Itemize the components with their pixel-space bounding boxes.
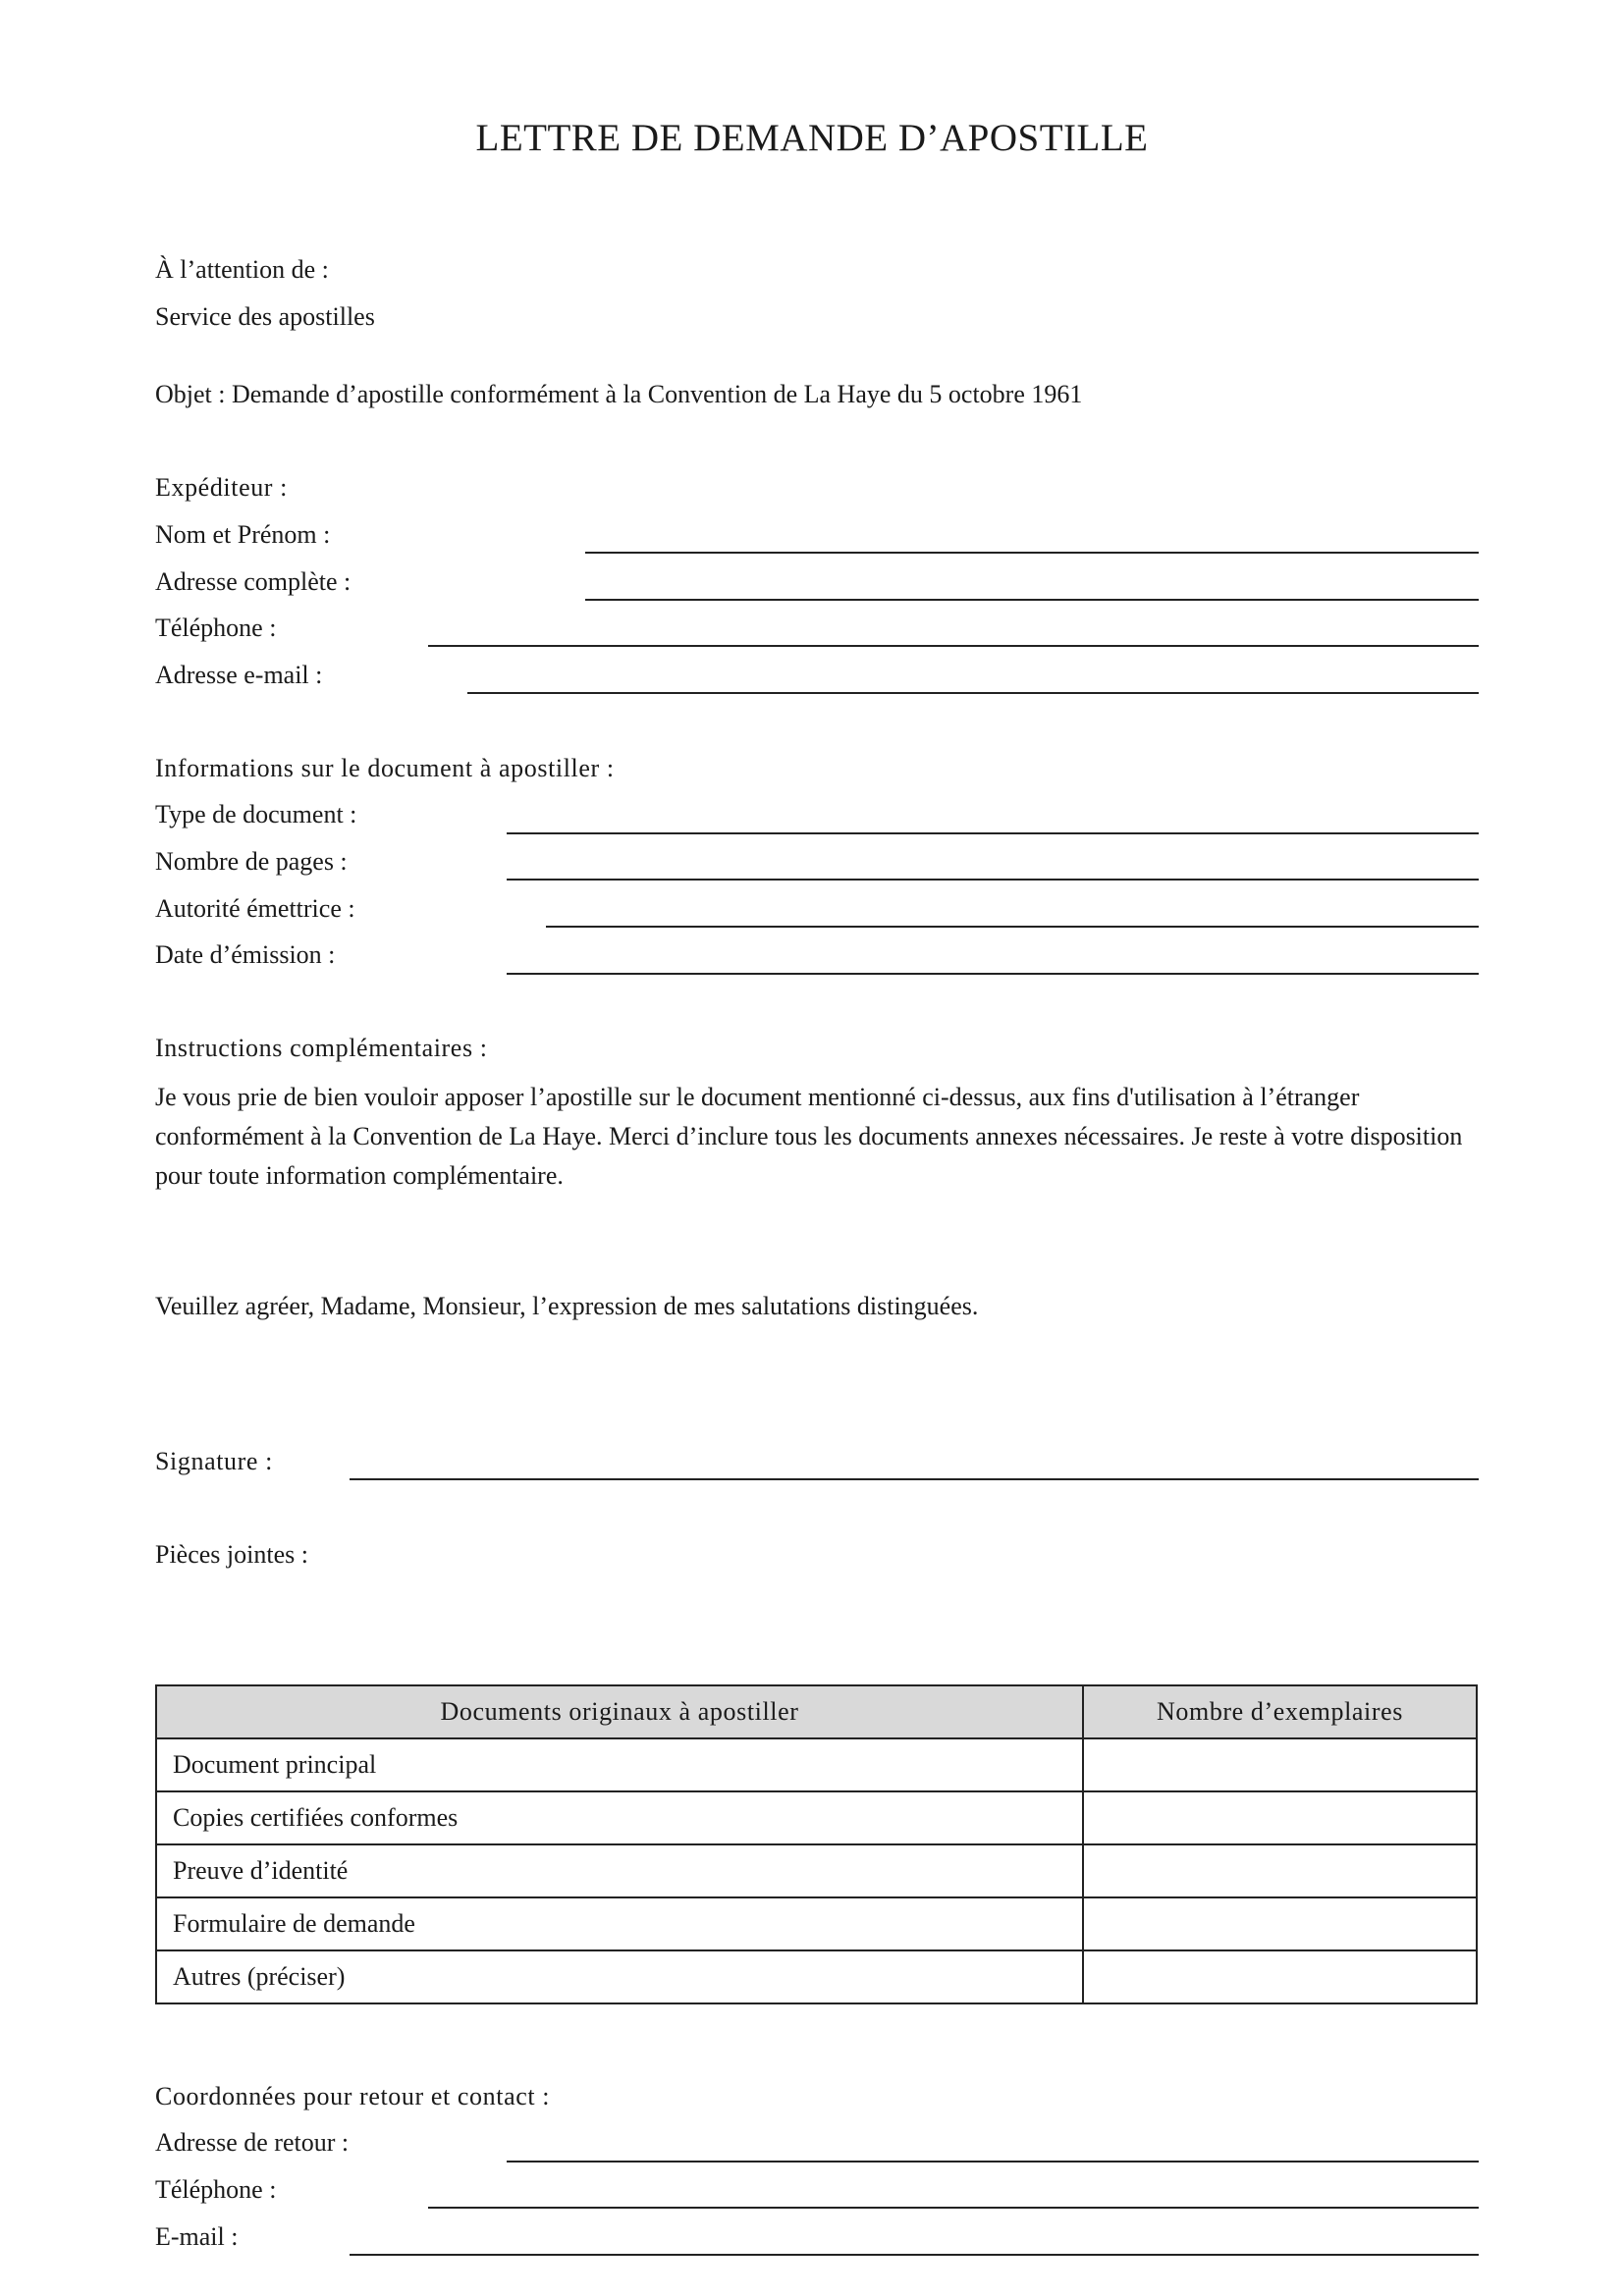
table-cell-count[interactable] xyxy=(1083,1844,1477,1897)
instructions-heading: Instructions complémentaires : xyxy=(155,1034,488,1062)
recipient-name: Service des apostilles xyxy=(155,302,375,331)
table-cell-document: Preuve d’identité xyxy=(156,1844,1083,1897)
sender-name-label: Nom et Prénom : xyxy=(155,520,331,549)
page-title: LETTRE DE DEMANDE D’APOSTILLE xyxy=(475,117,1149,159)
issuing-authority-label: Autorité émettrice : xyxy=(155,894,355,923)
signature-label: Signature : xyxy=(155,1447,273,1475)
sender-heading: Expéditeur : xyxy=(155,473,288,502)
attachments-table xyxy=(155,1684,1478,2004)
table-header-copies: Nombre d’exemplaires xyxy=(1083,1685,1477,1738)
sender-email-label: Adresse e-mail : xyxy=(155,661,323,689)
table-row xyxy=(156,1791,1477,1844)
return-phone-field[interactable] xyxy=(428,2207,1479,2209)
table-row xyxy=(156,1844,1477,1897)
table-cell-count[interactable] xyxy=(1083,1791,1477,1844)
table-row xyxy=(156,1950,1477,2003)
return-email-field[interactable] xyxy=(350,2254,1479,2256)
table-cell-count[interactable] xyxy=(1083,1950,1477,2003)
sender-address-label: Adresse complète : xyxy=(155,567,352,596)
table-cell-document: Formulaire de demande xyxy=(156,1897,1083,1950)
table-cell-document: Copies certifiées conformes xyxy=(156,1791,1083,1844)
closing-formula: Veuillez agréer, Madame, Monsieur, l’expression de mes salutations distinguées. xyxy=(155,1292,979,1320)
table-cell-document: Autres (préciser) xyxy=(156,1950,1083,2003)
page-count-label: Nombre de pages : xyxy=(155,847,348,876)
signature-field[interactable] xyxy=(350,1478,1479,1480)
sender-phone-field[interactable] xyxy=(428,645,1479,647)
sender-phone-label: Téléphone : xyxy=(155,614,277,642)
table-header-documents: Documents originaux à apostiller xyxy=(156,1685,1083,1738)
return-email-label: E-mail : xyxy=(155,2222,239,2251)
return-phone-label: Téléphone : xyxy=(155,2175,277,2204)
issuing-authority-field[interactable] xyxy=(546,926,1479,928)
return-address-field[interactable] xyxy=(507,2161,1479,2163)
issue-date-label: Date d’émission : xyxy=(155,940,336,969)
sender-email-field[interactable] xyxy=(467,692,1479,694)
return-contact-heading: Coordonnées pour retour et contact : xyxy=(155,2082,551,2110)
table-row xyxy=(156,1897,1477,1950)
return-address-label: Adresse de retour : xyxy=(155,2128,350,2157)
table-cell-count[interactable] xyxy=(1083,1738,1477,1791)
table-header-row xyxy=(156,1685,1477,1738)
document-type-field[interactable] xyxy=(507,832,1479,834)
subject-line: Objet : Demande d’apostille conformément à la Convention de La Haye du 5 octobre 1961 xyxy=(155,380,1083,408)
table-cell-document: Document principal xyxy=(156,1738,1083,1791)
issue-date-field[interactable] xyxy=(507,973,1479,975)
attachments-label: Pièces jointes : xyxy=(155,1540,308,1569)
attention-label: À l’attention de : xyxy=(155,255,329,284)
sender-name-field[interactable] xyxy=(585,552,1479,554)
table-cell-count[interactable] xyxy=(1083,1897,1477,1950)
document-type-label: Type de document : xyxy=(155,800,357,828)
page-count-field[interactable] xyxy=(507,879,1479,881)
instructions-paragraph: Je vous prie de bien vouloir apposer l’apostille sur le document mentionné ci-dessus, aux fins d'utilisation à l’étranger conformément à la Convention de La Haye. Merci d’inclure tous les documents annexes nécessaires. Je reste à votre disposition pour toute information complémentaire. xyxy=(155,1083,1463,1190)
table-row xyxy=(156,1738,1477,1791)
sender-address-field[interactable] xyxy=(585,599,1479,601)
document-info-heading: Informations sur le document à apostiller : xyxy=(155,754,615,782)
